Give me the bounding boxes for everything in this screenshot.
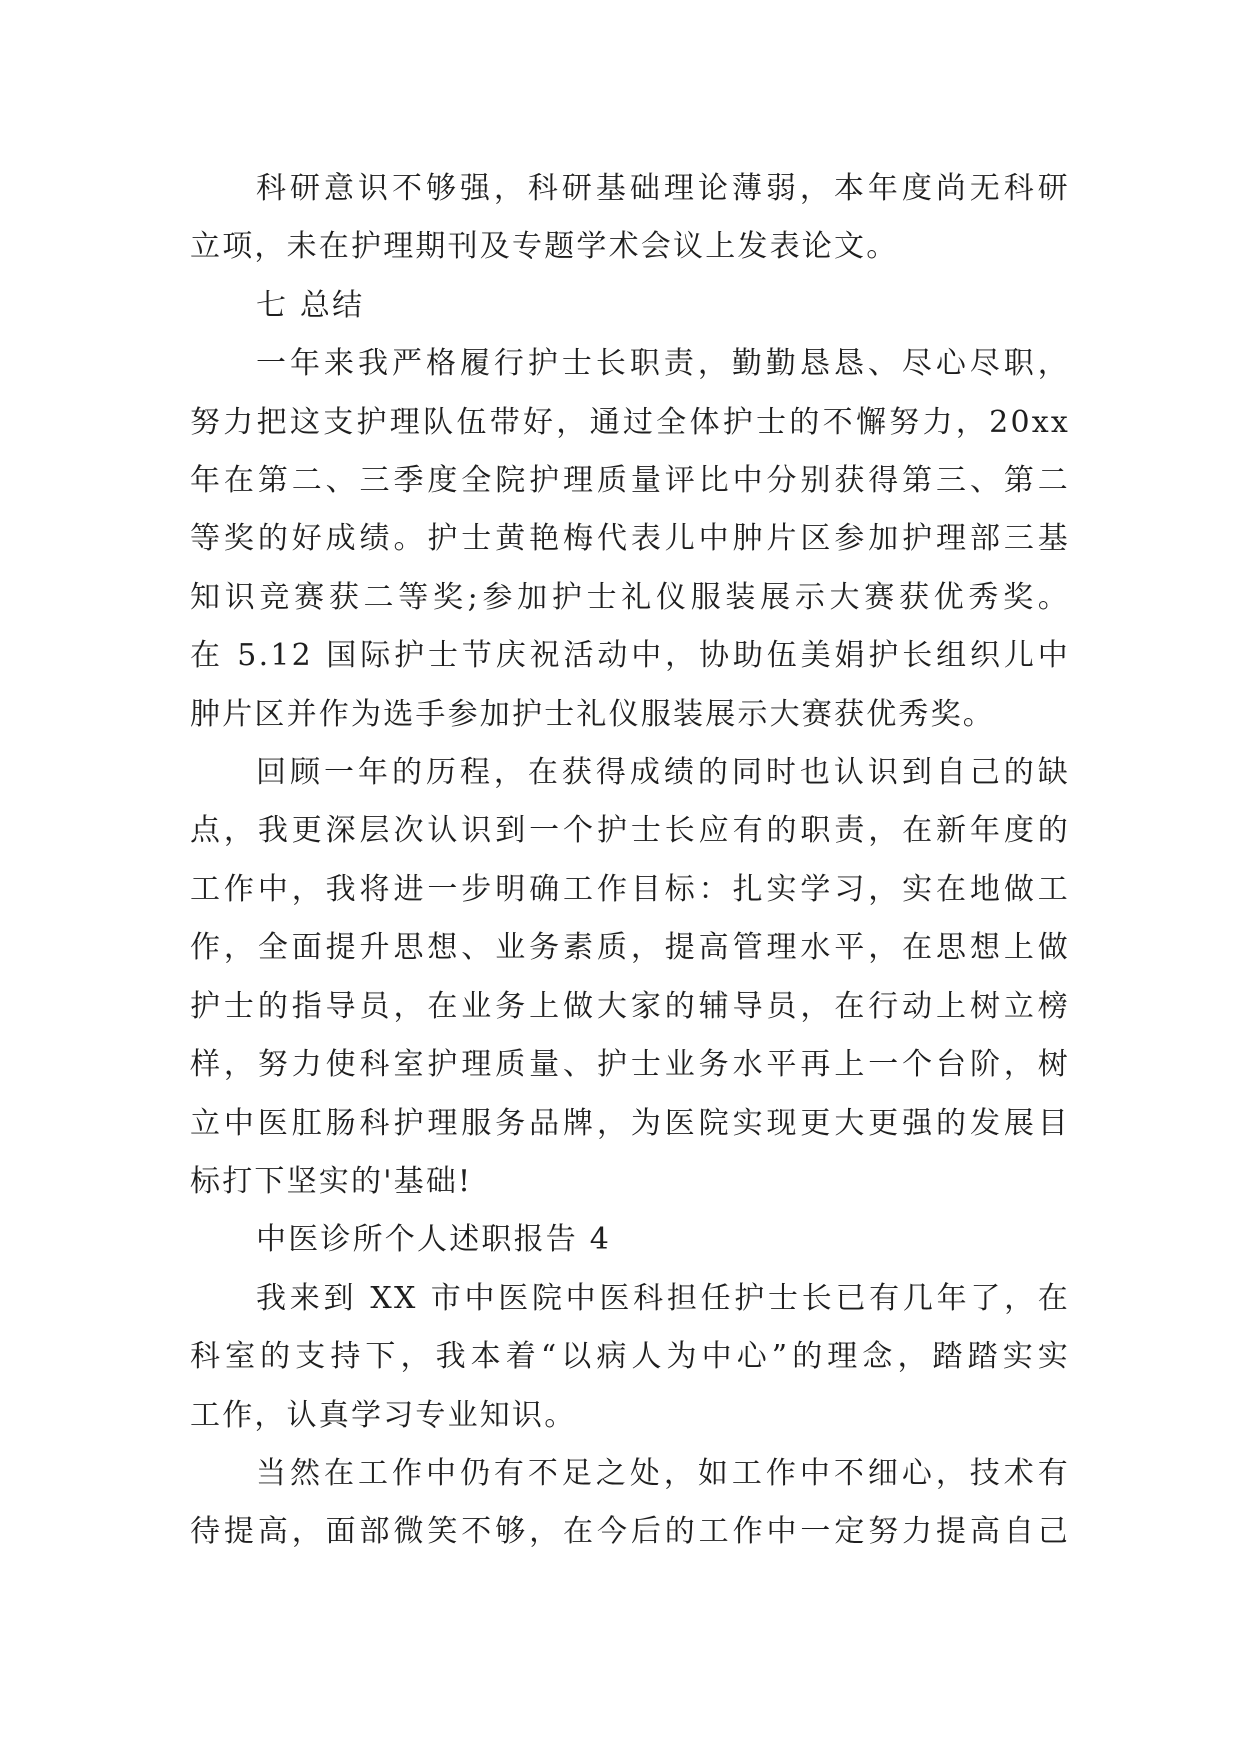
text-line: 工作，认真学习专业知识。 [190, 1397, 577, 1433]
text-line: 知识竞赛获二等奖;参加护士礼仪服装展示大赛获优秀奖。 [190, 579, 1070, 615]
text-line: 科研意识不够强，科研基础理论薄弱，本年度尚无科研 [256, 171, 1070, 206]
text-line: 当然在工作中仍有不足之处，如工作中不细心，技术有 [256, 1455, 1070, 1491]
paragraph-research [190, 160, 1070, 277]
section-heading-report-4 [190, 1211, 1070, 1269]
text-line: 立中医肛肠科护理服务品牌，为医院实现更大更强的发展目 [190, 1105, 1070, 1141]
text-line: 年在第二、三季度全院护理质量评比中分别获得第三、第二 [190, 463, 1070, 499]
text-line: 努力把这支护理队伍带好，通过全体护士的不懈努力，20xx [190, 404, 1070, 440]
heading-text: 七 总结 [256, 287, 365, 323]
text-line: 一年来我严格履行护士长职责，勤勤恳恳、尽心尽职， [256, 346, 1070, 382]
text-line: 样，努力使科室护理质量、护士业务水平再上一个台阶，树 [190, 1047, 1070, 1083]
text-line: 肿片区并作为选手参加护士礼仪服装展示大赛获优秀奖。 [190, 696, 995, 732]
text-line: 工作中，我将进一步明确工作目标：扎实学习，实在地做工 [190, 871, 1070, 907]
section-heading-summary [190, 277, 1070, 335]
text-line: 待提高，面部微笑不够，在今后的工作中一定努力提高自己 [190, 1514, 1070, 1550]
text-line: 护士的指导员，在业务上做大家的辅导员，在行动上树立榜 [190, 988, 1070, 1024]
paragraph-introduction [190, 1270, 1070, 1445]
text-line: 作，全面提升思想、业务素质，提高管理水平，在思想上做 [190, 930, 1070, 966]
text-line: 我来到 XX 市中医院中医科担任护士长已有几年了，在 [256, 1280, 1070, 1316]
paragraph-year-review [190, 335, 1070, 744]
text-line: 科室的支持下，我本着“以病人为中心”的理念，踏踏实实 [190, 1339, 1070, 1375]
paragraph-reflection [190, 744, 1070, 1211]
text-line: 等奖的好成绩。护士黄艳梅代表儿中肿片区参加护理部三基 [190, 521, 1070, 557]
text-line: 回顾一年的历程，在获得成绩的同时也认识到自己的缺 [256, 755, 1070, 791]
text-line: 立项，未在护理期刊及专题学术会议上发表论文。 [190, 229, 899, 265]
text-line: 标打下坚实的'基础! [190, 1163, 473, 1199]
text-line: 点，我更深层次认识到一个护士长应有的职责，在新年度的 [190, 813, 1070, 849]
document-body [190, 160, 1070, 1562]
paragraph-shortcomings [190, 1445, 1070, 1562]
text-line: 在 5.12 国际护士节庆祝活动中，协助伍美娟护长组织儿中 [190, 638, 1070, 674]
heading-text: 中医诊所个人述职报告 4 [256, 1222, 612, 1258]
